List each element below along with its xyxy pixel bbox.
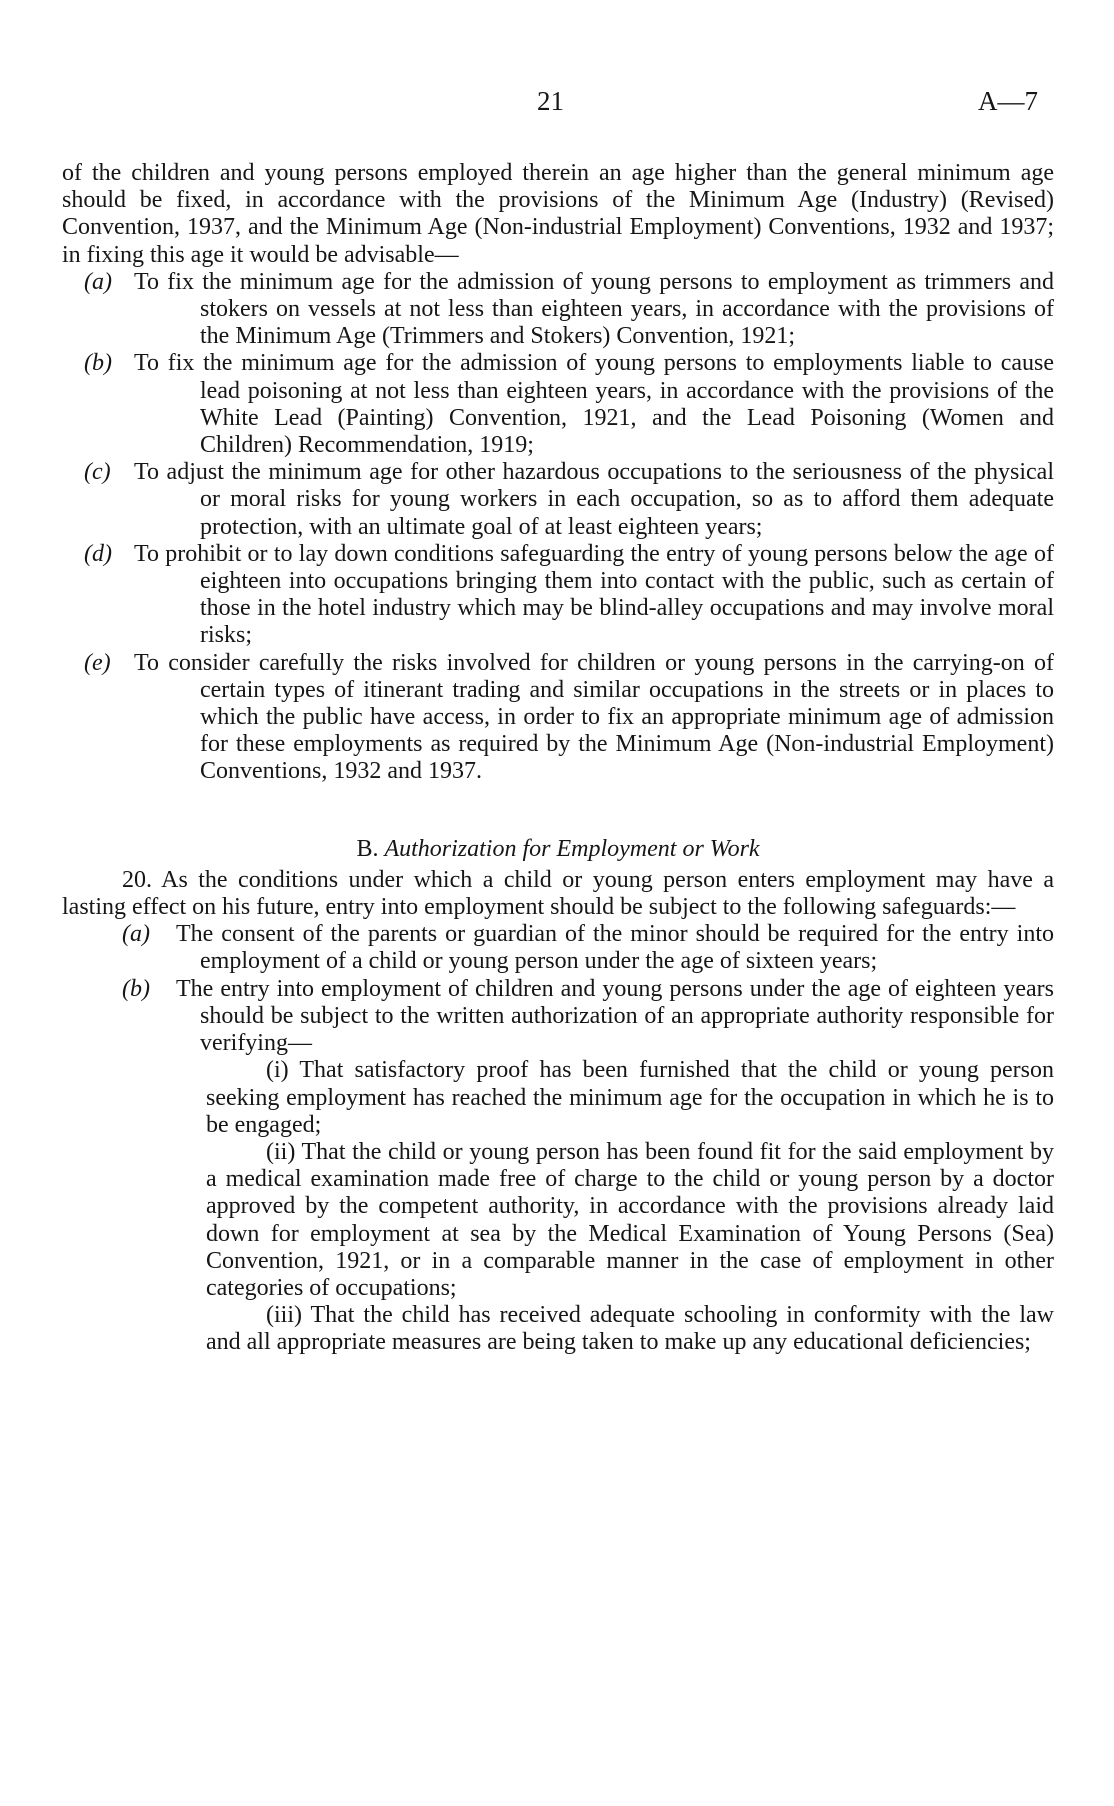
paragraph-20: 20. As the conditions under which a child or young person enters employment may have a lasting effect on his future, entry into employment should be subject to the following safeguards:— (62, 866, 1054, 921)
list-item-c (62, 459, 1054, 541)
safeguard-item-a (62, 921, 1054, 975)
page-number: 21 (537, 86, 564, 116)
section-heading (62, 836, 1054, 863)
intro-paragraph: of the children and young persons employed therein an age higher than the general minimum age should be fixed, in accordance with the provisions of the Minimum Age (Industry) (Revised) Convention, 1937, and the Minimum Age (Non-industrial Employment) Conventions, 1932 and 1937; in fixing this age it would be advisable— (62, 160, 1054, 268)
safeguard-item-b (62, 976, 1054, 1058)
section-label: B. (356, 835, 379, 862)
item-text: To fix the minimum age for the admission of young persons to employments liable to cause lead poisoning at not less than eighteen years, in accordance with the provisions of the White Lead (Painting) Convention, 1921, and the Lead Poisoning (Women and Children) Recommendation, 1919; (134, 350, 1054, 459)
item-text: The consent of the parents or guardian of the minor should be required for the entry into employment of a child or young person under the age of sixteen years; (176, 921, 1054, 975)
subitem-ii: (ii) That the child or young person has been found fit for the said employment by a medical examination made free of charge to the child or young person by a doctor approved by the competent authority, in accordance with the provisions already laid down for employment at sea by the Medical Examination of Young Persons (Sea) Convention, 1921, or in a comparable manner in the case of employment in other categories of occupations; (206, 1138, 1054, 1301)
item-text: To adjust the minimum age for other hazardous occupations to the seriousness of the physical or moral risks for young workers in each occupation, so as to afford them adequate protection, with an ultimate goal of at least eighteen years; (134, 459, 1054, 540)
item-marker: (b) (84, 350, 112, 377)
list-item-d (62, 541, 1054, 650)
list-item-b (62, 350, 1054, 459)
page-reference: A—7 (978, 86, 1038, 116)
item-marker: (a) (122, 921, 150, 948)
list-item-a (62, 269, 1054, 351)
item-marker: (b) (122, 975, 150, 1002)
list-item-e (62, 650, 1054, 786)
subitem-i: (i) That satisfactory proof has been furnished that the child or young person seeking employment has reached the minimum age for the occupation in which he is to be engaged; (206, 1057, 1054, 1138)
item-text: To fix the minimum age for the admission of young persons to employment as trimmers and stokers on vessels at not less than eighteen years, in accordance with the provisions of the Minimum Age (Trimmers and Stokers) Convention, 1921; (134, 268, 1054, 350)
item-marker: (a) (84, 268, 112, 295)
subitem-iii: (iii) That the child has received adequate schooling in conformity with the law and all appropriate measures are being taken to make up any educational deficiencies; (206, 1302, 1054, 1356)
item-text: The entry into employment of children and young persons under the age of eighteen years should be subject to the written authorization of an appropriate authority responsible for verifying— (176, 975, 1054, 1057)
item-text: To consider carefully the risks involved for children or young persons in the carrying-on of certain types of itinerant trading and similar occupations in the streets or in places to which the public have access, in order to fix an appropriate minimum age of admission for these employments as required by the Minimum Age (Non-industrial Employment) Conventions, 1932 and 1937. (134, 649, 1054, 785)
item-marker: (c) (84, 459, 111, 486)
section-title: Authorization for Employment or Work (384, 835, 760, 862)
item-marker: (e) (84, 649, 111, 676)
page-header (0, 86, 1114, 126)
section-spacer (62, 786, 1054, 836)
item-text: To prohibit or to lay down conditions safeguarding the entry of young persons below the age of eighteen into occupations bringing them into contact with the public, such as certain of those in the hotel industry which may be blind-alley occupations and may involve moral risks; (134, 540, 1054, 649)
item-marker: (d) (84, 540, 112, 567)
body-text (62, 160, 1054, 1357)
